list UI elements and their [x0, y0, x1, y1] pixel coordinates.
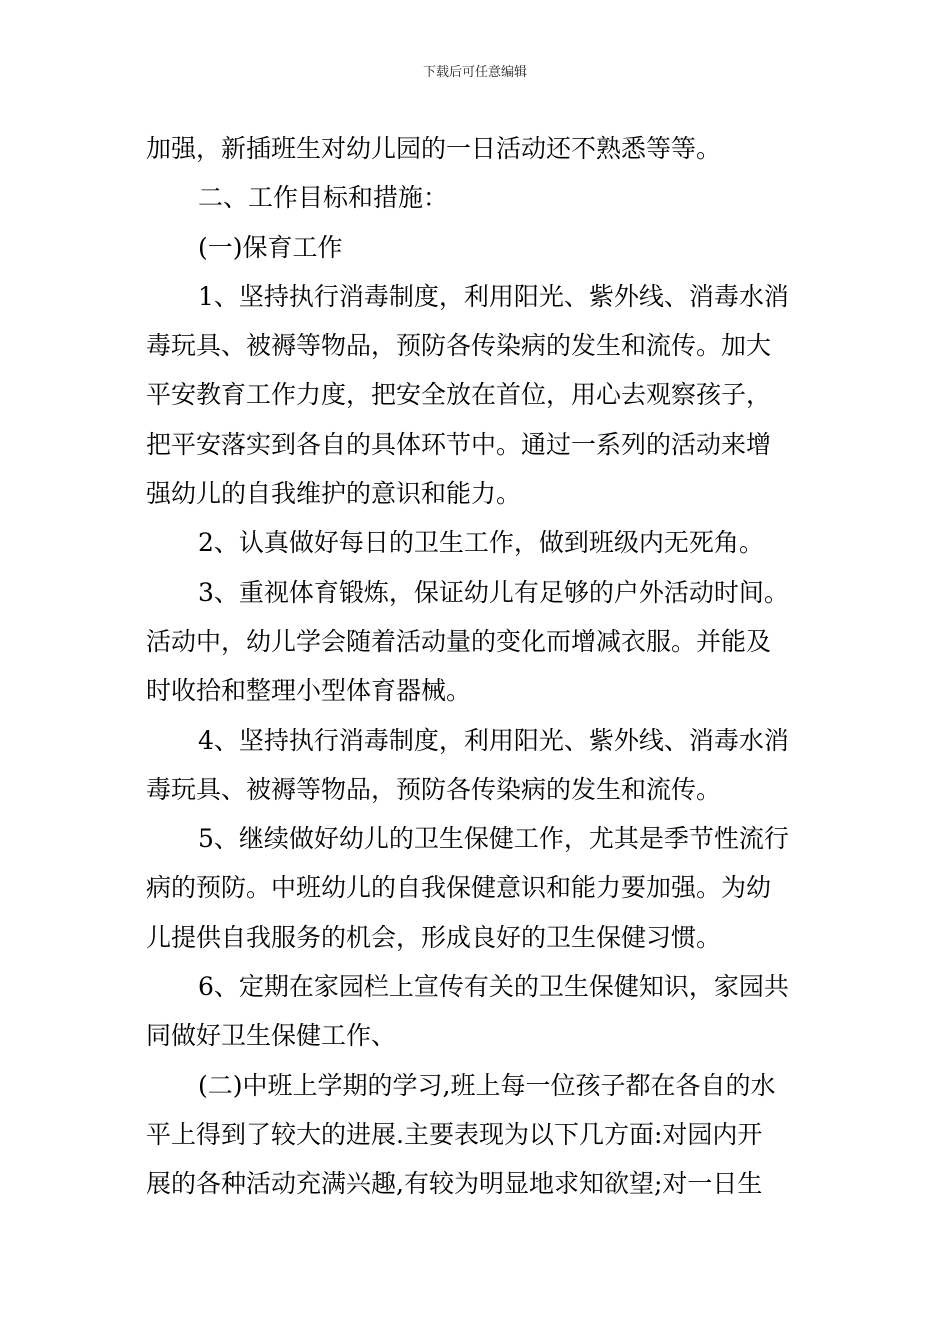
text-line: 加强，新插班生对幼儿园的一日活动还不熟悉等等。 [146, 134, 722, 163]
section-heading: 二、工作目标和措施： [198, 183, 449, 213]
text-line: 展的各种活动充满兴趣,有较为明显地求知欲望;对一日生 [146, 1169, 763, 1199]
text-line: 毒玩具、被褥等物品，预防各传染病的发生和流传。加大 [146, 331, 772, 361]
text-line: 活动中，幼儿学会随着活动量的变化而增减衣服。并能及 [146, 626, 772, 656]
subsection-heading: (一)保育工作 [198, 232, 343, 262]
text-line: 2、认真做好每日的卫生工作，做到班级内无死角。 [198, 528, 764, 558]
text-line: 平安教育工作力度，把安全放在首位，用心去观察孩子， [146, 380, 772, 410]
page-header: 下载后可任意编辑 [422, 65, 527, 80]
subsection-heading: (二)中班上学期的学习,班上每一位孩子都在各自的水 [198, 1070, 776, 1100]
text-line: 强幼儿的自我维护的意识和能力。 [146, 479, 522, 509]
text-line: 病的预防。中班幼儿的自我保健意识和能力要加强。为幼 [146, 873, 772, 903]
text-line: 4、坚持执行消毒制度，利用阳光、紫外线、消毒水消 [198, 725, 789, 755]
text-line: 同做好卫生保健工作、 [146, 1021, 397, 1051]
text-line: 儿提供自我服务的机会，形成良好的卫生保健习惯。 [146, 922, 722, 952]
text-line: 毒玩具、被褥等物品，预防各传染病的发生和流传。 [146, 774, 722, 804]
text-line: 3、重视体育锻炼，保证幼儿有足够的户外活动时间。 [198, 577, 789, 607]
text-line: 时收拾和整理小型体育器械。 [146, 676, 472, 706]
text-line: 把平安落实到各自的具体环节中。通过一系列的活动来增 [146, 429, 772, 459]
text-line: 平上得到了较大的进展.主要表现为以下几方面:对园内开 [146, 1119, 763, 1149]
text-line: 1、坚持执行消毒制度，利用阳光、紫外线、消毒水消 [198, 281, 789, 311]
document-body [146, 124, 811, 1209]
text-line: 5、继续做好幼儿的卫生保健工作，尤其是季节性流行 [198, 824, 789, 854]
text-line: 6、定期在家园栏上宣传有关的卫生保健知识，家园共 [198, 972, 789, 1002]
